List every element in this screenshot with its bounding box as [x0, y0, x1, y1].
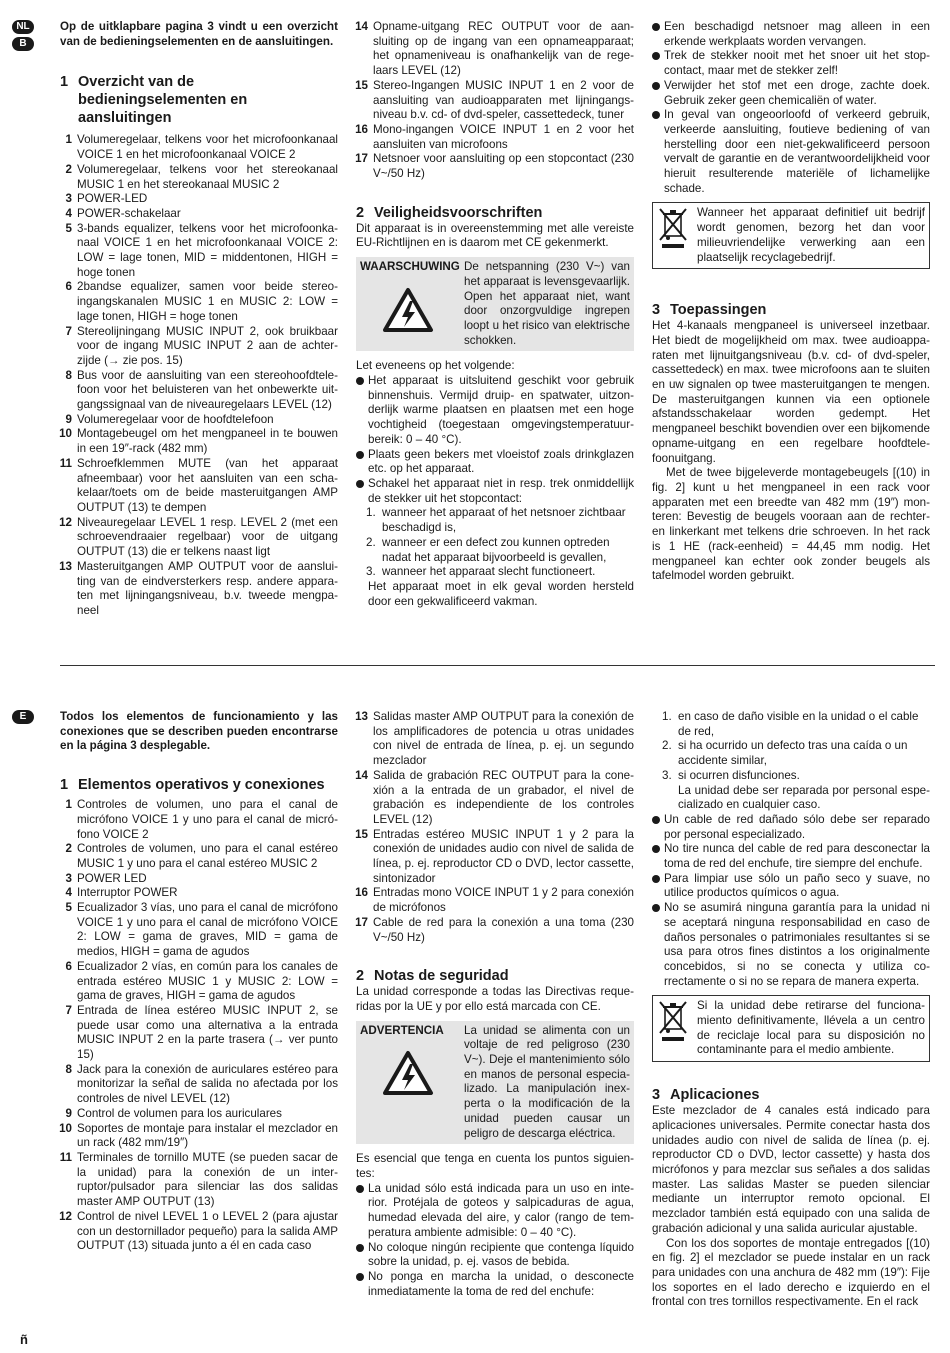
heading-applications: 3 Toepassingen: [652, 302, 767, 319]
list-item: No coloque ningún recipiente que contenga líquido sobre la unidad, p. ej. vasos de bebida.: [356, 1241, 634, 1270]
language-badges: [12, 710, 34, 727]
list-item: Schakel het apparaat niet in resp. trek onmiddellijk de stekker uit het stopcontact:: [356, 477, 634, 506]
list-item: Verwijder het stof met een droge, zachte doek. Gebruik zeker geen chemicaliën of water.: [652, 79, 930, 108]
safety-intro: Dit apparaat is in overeenstemming met alle vereiste EU-Richtlijnen en is daarom met CE gekenmerkt.: [356, 221, 634, 250]
list-item: 17 Cable de red para la conexión a una toma (230 V~/50 Hz): [355, 915, 634, 944]
list-item: 4 POWER-schakelaar: [65, 206, 181, 220]
disposal-text: Si la unidad debe retirarse del funcionamiento definitivamente, llévela a un centro de reciclaje local para su disposición no contaminante para el medio ambiente.: [697, 999, 925, 1057]
list-item: 15 Entradas estéreo MUSIC INPUT 1 y 2 para la conexión de unidades audio con nivel de salida de línea, p. ej. reproductor CD o DVD, lector cassette, sintonizador: [355, 827, 634, 885]
controls-list: [60, 798, 338, 1254]
list-item: No ponga en marcha la unidad, o desconecte inmediatamente la toma de red del enchufe:: [356, 1270, 634, 1299]
list-item: 4 Interruptor POWER: [65, 886, 178, 900]
list-item: 7 Entrada de línea estéreo MUSIC INPUT 2, se puede usar como una alternativa a la entrada MUSIC INPUT 2 en la parte trasera (→ ver punto 15): [65, 1003, 338, 1062]
list-item: 14 Opname-uitgang REC OUTPUT voor de aansluiting op de ingang van een opnameapparaat; het opnameniveau is onafhankelijk van de regelaars LEVEL (12): [355, 20, 634, 78]
list-item: 1 Controles de volumen, uno para el canal de micrófono VOICE 1 y uno para el canal de micrófono VOICE 2: [65, 798, 338, 841]
footer-mark: ñ: [20, 1332, 28, 1347]
list-item: 11 Schroefklemmen MUTE (van het apparaat afneembaar) voor het aansluiten van een schakelaar/toets om de beide masteruitgangen AMP OUTPUT (13) te dempen: [59, 456, 338, 514]
language-badges: [12, 20, 34, 54]
warning-text: La unidad se alimenta con un voltaje de red peligroso (230 V~). Deje el mantenimiento sólo en manos de personal especializado. La manipulación inexperta o la modificación de la unidad pueden causar un peligro de descarga eléctrica.: [464, 1023, 630, 1140]
list-item: 8 Jack para la conexión de auriculares estéreo para monitorizar la señal de salida no afectada por los controles de nivel LEVEL (12): [65, 1062, 338, 1106]
safety-sublist: [356, 506, 634, 580]
heading-safety: 2 Veiligheidsvoorschriften: [356, 204, 543, 221]
column-3: [652, 20, 930, 584]
list-item: 10 Montagebeugel om het mengpaneel in te bouwen in een 19″-rack (482 mm): [59, 427, 338, 456]
applications-text: Este mezclador de 4 canales está indicado para aplicaciones universales. Permite conectar hasta dos unidades audio con nivel de salida de línea (p. ej. reproductor CD o DVD, lector cassette) y hasta dos micrófonos y para mezclar sus señales a dos salidas master. Las salidas Master se pueden silenciar mediante un interruptor remoto opcional. El mezclador también está equipado con una salida de grabación adicional y una salida auricular ajustable.: [652, 1104, 930, 1235]
list-item: 2 Controles de volumen, uno para el canal estéreo MUSIC 1 y uno para el canal estéreo MUSIC 2: [65, 842, 338, 870]
list-item: 17 Netsnoer voor aansluiting op een stopcontact (230 V~/50 Hz): [355, 152, 634, 181]
repair-note: Het apparaat moet in elk geval worden hersteld door een gekwalificeerd vakman.: [368, 579, 634, 608]
list-item: 3. wanneer het apparaat slecht functioneert.: [366, 565, 596, 579]
list-item: 5 Ecualizador 3 vías, uno para el canal de micrófono VOICE 1 y uno para el canal de micrófono VOICE 2: LOW = gama de graves, MID = gama de medios, HIGH = gama de agudos: [65, 901, 338, 959]
list-item: 1. en caso de daño visible en la unidad o el cable de red,: [662, 710, 919, 738]
heading-overview: 1 Overzicht van de bedieningselementen en aansluitingen: [60, 74, 248, 127]
column-2: [356, 710, 634, 1299]
list-item: Een beschadigd netsnoer mag alleen in een erkende werkplaats worden vervangen.: [652, 20, 930, 49]
list-item: 3. si ocurren disfunciones.: [662, 768, 800, 782]
warning-box: [356, 1021, 634, 1145]
list-item: 6 Ecualizador 2 vías, en común para los canales de entrada estéreo MUSIC 1 y MUSIC 2: LOW = gama de graves, HIGH = gama de agudos: [65, 959, 338, 1003]
disposal-box: [652, 202, 930, 269]
list-item: 9 Volumeregelaar voor de hoofdtelefoon: [65, 412, 274, 426]
list-item: 7 Stereolijningang MUSIC INPUT 2, ook bruikbaar voor de ingang MUSIC INPUT 2 aan de achterzijde (→ zie pos. 15): [65, 324, 338, 367]
badge-e: E: [12, 710, 34, 724]
intro-text: Todos los elementos de funcionamiento y las conexiones que se describen pueden encontrarse en la página 3 desplegable.: [60, 710, 338, 753]
list-item: 2. si ha ocurrido un defecto tras una caída o un accidente similar,: [662, 739, 908, 768]
disposal-text: Wanneer het apparaat definitief uit bedrijf wordt genomen, bezorg het dan voor milieuvriendelijke verwerking aan een plaatselijk recyclagebedrijf.: [697, 206, 925, 264]
list-item: 15 Stereo-Ingangen MUSIC INPUT 1 en 2 voor de aansluiting van audioapparaten met lijningangsniveau b.v. cd- of dvd-speler, cassettedeck, tuner: [355, 78, 634, 122]
list-item: 2 Volumeregelaar, telkens voor het stereokanaal MUSIC 1 en het stereokanaal MUSIC 2: [65, 162, 338, 191]
list-item: 11 Terminales de tornillo MUTE (se pueden sacar de la unidad) para la conexión de un interruptor/pulsador para silenciar las dos salidas master AMP OUTPUT (13): [59, 1150, 338, 1209]
column-3: [652, 710, 930, 1310]
safety-note: Let eveneens op het volgende:: [356, 359, 515, 373]
safety-bullets: [356, 1182, 634, 1300]
list-item: 6 2bandse equalizer, samen voor beide stereo-ingangskanalen MUSIC 1 en MUSIC 2: LOW = lage tonen, HIGH = hoge tonen: [65, 280, 338, 323]
list-item: 3 POWER-LED: [65, 192, 148, 206]
list-item: Trek de stekker nooit met het snoer uit het stopcontact, maar met de stekker zelf!: [652, 49, 930, 78]
list-item: 10 Soportes de montaje para instalar el mezclador en un rack (482 mm/19″): [59, 1121, 338, 1150]
list-item: 9 Control de volumen para los auriculares: [65, 1106, 282, 1120]
warning-label: ADVERTENCIA: [360, 1023, 444, 1037]
heading-overview: 1 Elementos operativos y conexiones: [60, 777, 325, 794]
disposal-box: [652, 995, 930, 1062]
badge-nl: NL: [12, 20, 34, 34]
heading-applications: 3 Aplicaciones: [652, 1087, 760, 1104]
controls-list: [60, 133, 338, 618]
crossed-bin-icon: [657, 999, 689, 1043]
list-item: No se asumirá ninguna garantía para la unidad ni se aceptará ninguna responsabilidad en caso de daños personales o patrimoniales resultantes si se usa para otros fines distintos a los originalmente concebidos, si no se conecta y utiliza correctamente o si no se repara de manera experta.: [652, 901, 930, 989]
column-1: [60, 20, 338, 619]
controls-list-continued: [356, 710, 634, 945]
controls-list-continued: [356, 20, 634, 182]
list-item: Un cable de red dañado sólo debe ser reparado por personal especializado.: [652, 813, 930, 842]
list-item: 12 Niveauregelaar LEVEL 1 resp. LEVEL 2 (met een schroevendraaier regelbaar) voor de uitgang OUTPUT (13) die er telkens naast ligt: [59, 515, 338, 559]
list-item: 12 Control de nivel LEVEL 1 o LEVEL 2 (para ajustar con un destornillador pequeño) para la salida AMP OUTPUT (13) situada junto a él en cada caso: [59, 1209, 338, 1253]
section-dutch: [0, 0, 950, 655]
column-2: [356, 20, 634, 609]
applications-text-2: Con los dos soportes de montaje entregados [(10) en fig. 2] el mezclador se puede instalar en un rack para unidades con una anchura de 482 mm (19″): Fije los soportes en el lado derecho e izquierdo en el frontal con tres tornillos respectivamente. En el rack: [652, 1236, 930, 1309]
list-item: 16 Entradas mono VOICE INPUT 1 y 2 para conexión de micrófonos: [355, 886, 634, 915]
high-voltage-icon: [382, 1050, 434, 1096]
list-item: 3 POWER LED: [65, 871, 147, 885]
list-item: 16 Mono-ingangen VOICE INPUT 1 en 2 voor het aansluiten van microfoons: [355, 122, 634, 151]
badge-b: B: [12, 37, 34, 51]
list-item: 14 Salida de grabación REC OUTPUT para la conexión a la entrada de un grabador, el nivel de grabación es independiente de los controles LEVEL (12): [355, 768, 634, 826]
list-item: La unidad sólo está indicada para un uso en interior. Protéjala de goteos y salpicaduras de agua, humedad elevada del aire, y calor (rango de temperatura ambiente admisible: 0 – 40 °C).: [356, 1182, 634, 1241]
list-item: Het apparaat is uitsluitend geschikt voor gebruik binnenshuis. Vermijd druip- en spatwater, uitzonderlijk warme plaatsen en plaatsen met een hoge vochtigheid (toegestaan omgevingstemperatuurbereik: 0 – 40 °C).: [356, 374, 634, 448]
list-item: 1. wanneer het apparaat of het netsnoer zichtbaar beschadigd is,: [366, 506, 626, 535]
list-item: 5 3-bands equalizer, telkens voor het microfoonkanaal VOICE 1 en het microfoonkanaal VOICE 2: LOW = lage tonen, MID = middentonen, HIGH = hoge tonen: [65, 221, 338, 279]
applications-text: Het 4-kanaals mengpaneel is universeel inzetbaar. Het biedt de mogelijkheid om max. twee audioapparaten met lijnuitgangsniveau (b.v. cd- of dvd-speler, cassettedeck) en max. twee microfoons aan te sluiten en uw signalen op twee masteruitgangen te mengen. De masteruitgangen kunnen via een optionele afstandsschakelaar worden gedempt. Het mengpaneel beschikt bovendien over een bijkomende opname-uitgang en een regelbare hoofdtelefoonuitgang.: [652, 319, 930, 465]
repair-note: La unidad debe ser reparada por personal especializado en cualquier caso.: [678, 783, 930, 812]
safety-bullets: [356, 374, 634, 506]
safety-note: Es esencial que tenga en cuenta los puntos siguientes:: [356, 1152, 634, 1180]
list-item: Plaats geen bekers met vloeistof zoals drinkglazen etc. op het apparaat.: [356, 448, 634, 477]
safety-sublist: [652, 710, 930, 784]
high-voltage-icon: [382, 287, 434, 333]
section-divider: [60, 665, 935, 666]
list-item: 13 Salidas master AMP OUTPUT para la conexión de los amplificadores de potencia u otras unidades con nivel de entrada de línea, p. ej. un segundo mezclador: [355, 710, 634, 768]
column-1: [60, 710, 338, 1254]
list-item: 8 Bus voor de aansluiting van een stereohoofdtelefoon voor het beluisteren van het onbewerkte uitgangssignaal van de niveauregelaars LEVEL (12): [65, 368, 338, 412]
safety-bullets-continued: [652, 813, 930, 989]
list-item: 2. wanneer er een defect zou kunnen optreden nadat het apparaat bijvoorbeeld is gevallen,: [366, 535, 610, 564]
safety-intro: La unidad corresponde a todas las Directivas requeridas por la UE y por ello está marcada con CE.: [356, 985, 634, 1013]
safety-bullets-continued: [652, 20, 930, 196]
heading-safety: 2 Notas de seguridad: [356, 968, 509, 985]
list-item: Para limpiar use sólo un paño seco y suave, no utilice productos químicos o agua.: [652, 872, 930, 901]
section-spanish: [0, 690, 950, 1330]
warning-text: De netspanning (230 V~) van het apparaat is levensgevaarlijk. Open het apparaat niet, want door onzorgvuldige ingrepen loopt u het risico van elektrische schokken.: [464, 260, 630, 347]
list-item: 1 Volumeregelaar, telkens voor het microfoonkanaal VOICE 1 en het microfoonkanaal VOICE 2: [65, 133, 338, 162]
list-item: In geval van ongeoorloofd of verkeerd gebruik, verkeerde aansluiting, foutieve bediening of van herstelling door een niet-gekwalificeerd persoon vervalt de garantie en de verantwoordelijkheid voor hieruit resulterende materiële of lichamelijke schade.: [652, 108, 930, 196]
warning-box: [356, 257, 634, 351]
crossed-bin-icon: [657, 206, 689, 250]
list-item: 13 Masteruitgangen AMP OUTPUT voor de aansluiting van de eindversterkers resp. andere apparaten met lijningangsniveau, b.v. tweede mengpaneel: [59, 559, 338, 617]
intro-text: Op de uitklapbare pagina 3 vindt u een overzicht van de bedieningselementen en de aansluitingen.: [60, 20, 338, 48]
warning-label: WAARSCHUWING: [360, 260, 460, 274]
applications-text-2: Met de twee bijgeleverde montagebeugels [(10) in fig. 2] kunt u het mengpaneel in een rack voor apparaten met een breedte van 482 mm (19″) monteren: Bevestig de beugels vooraan aan de rechter- en linkerkant met telkens drie schroeven. In het rack is 1 HE (rack-eenheid) = 44,45 mm nodig. Het mengpaneel kan echter ook zonder beugels als tafelmodel worden gebruikt.: [652, 466, 930, 583]
list-item: No tire nunca del cable de red para desconectar la toma de red del enchufe, tire siempre del enchufe.: [652, 842, 930, 871]
